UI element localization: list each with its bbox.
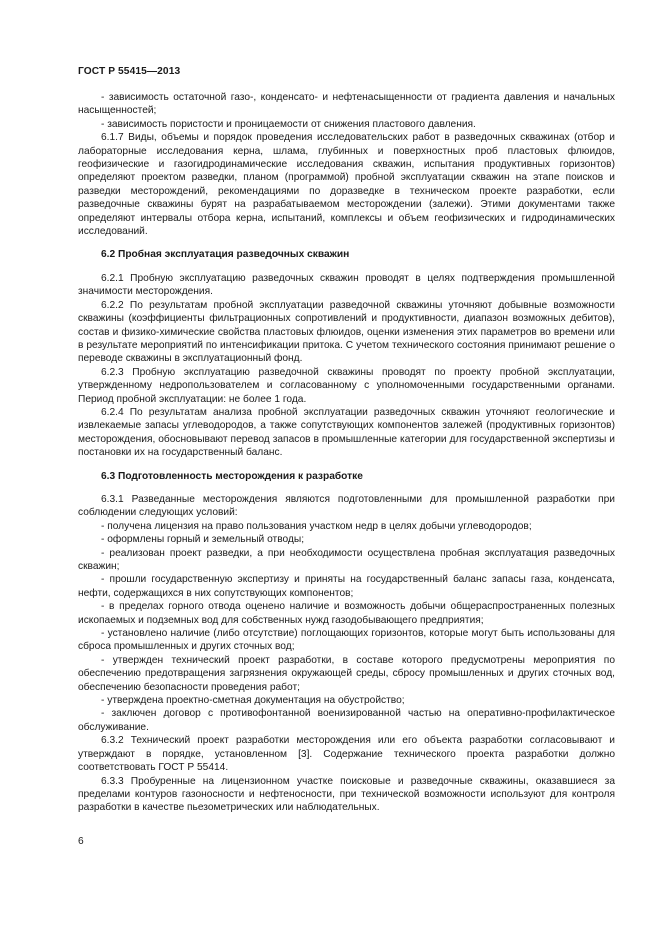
document-header: ГОСТ Р 55415—2013 <box>78 66 181 77</box>
paragraph: 6.3.2 Технический проект разработки месторождения или его объекта разработки согласовывают и утверждают в порядке, установленном [3]. Содержание технического проекта разработки должно соответствовать ГОСТ Р 55414. <box>78 735 615 774</box>
section-heading-6-2: 6.2 Пробная эксплуатация разведочных скважин <box>101 249 350 261</box>
list-item: - в пределах горного отвода оценено наличие и возможность добычи общераспространенных полезных ископаемых и подземных вод для собственных нужд газодобывающего предприятия; <box>78 601 615 626</box>
paragraph: - зависимость пористости и проницаемости от снижения пластового давления. <box>101 118 476 130</box>
paragraph: 6.3.1 Разведанные месторождения являются подготовленными для промышленной разработки при соблюдении следующих условий: <box>78 493 615 519</box>
list-item: - реализован проект разведки, а при необходимости осуществлена пробная эксплуатация разведочных скважин; <box>78 547 615 572</box>
page-number: 6 <box>78 836 84 847</box>
paragraph: 6.1.7 Виды, объемы и порядок проведения исследовательских работ в разведочных скважинах (отбор и лабораторные исследования керна, шлама, глубинных и поверхностных проб пластовых флюидов, геофизические и газогидродинамические исследования скважин, испытания продуктивных горизонтов) определяют проектом разведки, планом (программой) пробной эксплуатации скважин на этапе поисков и разведки месторождений, рекомендациями по доразведке в техническом проекте разработки, если разведочные скважины бурят на разрабатываемом месторождении (залежи). Этими документами также определяют интервалы отбора керна, испытаний, комплексы и объем геофизических и гидродинамических исследований. <box>78 132 615 238</box>
paragraph: - зависимость остаточной газо-, конденсато- и нефтенасыщенности от градиента давления и начальных насыщенностей; <box>78 92 615 117</box>
document-body <box>78 91 615 815</box>
list-item: - оформлены горный и земельный отводы; <box>101 534 305 546</box>
paragraph: 6.3.3 Пробуренные на лицензионном участке поисковые и разведочные скважины, оказавшиеся за пределами контуров газоносности и нефтеносности, при технической возможности используют для контроля разработки в качестве пьезометрических или наблюдательных. <box>78 775 615 814</box>
paragraph: 6.2.4 По результатам анализа пробной эксплуатации разведочных скважин уточняют геологические и извлекаемые запасы углеводородов, а также сопутствующих компонентов залежей (продуктивных горизонтов) месторождения, обосновывают перевод запасов в промышленные категории для государственной экспертизы и постановки их на государственный баланс. <box>78 406 615 459</box>
list-item: - утвержден технический проект разработки, в составе которого предусмотрены мероприятия по обеспечению предотвращения загрязнения окружающей среды, сбросу промышленных и других сточных вод, обеспечению безопасности проведения работ; <box>78 654 615 693</box>
paragraph: 6.2.1 Пробную эксплуатацию разведочных скважин проводят в целях подтверждения промышленной значимости месторождения. <box>78 272 615 298</box>
list-item: - заключен договор с противофонтанной военизированной частью на оперативно-профилактическое обслуживание. <box>78 708 615 733</box>
list-item: - установлено наличие (либо отсутствие) поглощающих горизонтов, которые могут быть использованы для сброса промышленных и других сточных вод; <box>78 628 615 653</box>
list-item: - получена лицензия на право пользования участком недр в целях добычи углеводородов; <box>101 520 532 532</box>
paragraph: 6.2.2 По результатам пробной эксплуатации разведочной скважины уточняют добывные возможности скважины (коэффициенты фильтрационных сопротивлений и продуктивности, диапазон возможных дебитов), состав и физико-химические свойства пластовых флюидов, оценки изменения этих параметров во времени или в результате мероприятий по интенсификации притока. С учетом технического состояния принимают решение о переводе скважины в эксплуатационный фонд. <box>78 299 615 365</box>
paragraph: 6.2.3 Пробную эксплуатацию разведочной скважины проводят по проекту пробной эксплуатации, утвержденному недропользователем и согласованному с уполномоченными государственными органами. Период пробной эксплуатации: не более 1 года. <box>78 366 615 405</box>
list-item: - утверждена проектно-сметная документация на обустройство; <box>101 695 405 707</box>
section-heading-6-3: 6.3 Подготовленность месторождения к разработке <box>101 470 363 482</box>
list-item: - прошли государственную экспертизу и приняты на государственный баланс запасы газа, конденсата, нефти, содержащихся в них сопутствующих компонентов; <box>78 574 615 599</box>
